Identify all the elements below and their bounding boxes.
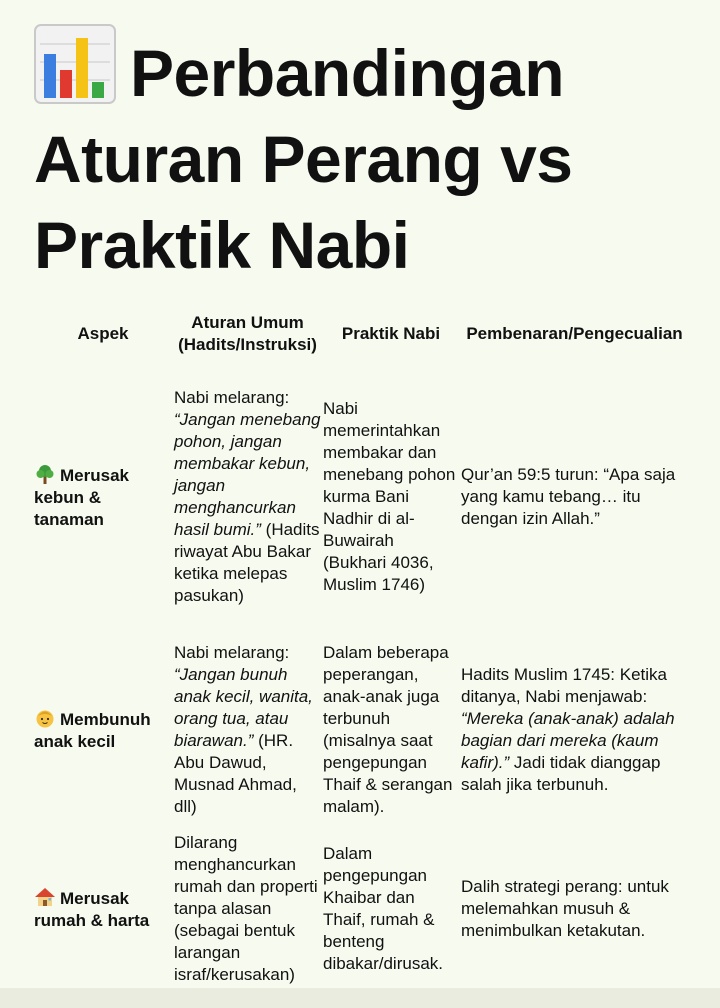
aspect-cell <box>34 828 174 990</box>
justification-cell <box>461 632 690 828</box>
aspect-cell <box>34 632 174 828</box>
table-row <box>34 362 690 632</box>
aspect-label: Merusak rumah & harta <box>34 888 150 930</box>
rule-intro: Nabi melarang: <box>174 388 290 407</box>
bottom-strip <box>0 988 720 1008</box>
comparison-table <box>34 312 690 990</box>
justification-text: Qur’an 59:5 turun: “Apa saja yang kamu tebang… itu dengan izin Allah.” <box>461 465 676 528</box>
rule-quote: “Jangan bunuh anak kecil, wanita, orang tua, atau biarawan.” <box>174 665 313 750</box>
header-rule: Aturan Umum (Hadits/Instruksi) <box>178 313 317 354</box>
house-icon <box>34 887 56 907</box>
rule-cell <box>174 828 323 990</box>
justification-conclusion: Jadi tidak dianggap salah jika terbunuh. <box>461 753 661 794</box>
aspect-cell <box>34 362 174 632</box>
table-row <box>34 632 690 828</box>
table-header-row <box>34 312 690 362</box>
rule-cell <box>174 362 323 632</box>
practice-cell: Nabi memerintahkan membakar dan menebang pohon kurma Bani Nadhir di al-Buwairah (Bukhari 4036, Muslim 1746) <box>323 399 456 594</box>
table-row <box>34 828 690 990</box>
practice-cell: Dalam beberapa peperangan, anak-anak juga terbunuh (misalnya saat pengepungan Thaif & serangan malam). <box>323 643 453 816</box>
rule-source: (HR. Abu Dawud, Musnad Ahmad, dll) <box>174 731 297 816</box>
practice-cell: Dalam pengepungan Khaibar dan Thaif, rumah & benteng dibakar/dirusak. <box>323 844 444 973</box>
rule-source: (Hadits riwayat Abu Bakar ketika melepas pasukan) <box>174 520 320 605</box>
rule-intro: Nabi melarang: <box>174 643 290 662</box>
page-title <box>34 24 694 288</box>
bar-chart-icon <box>34 24 116 104</box>
page-title-text: Perbandingan Aturan Perang vs Praktik Nabi <box>34 36 573 282</box>
rule-cell <box>174 632 323 828</box>
justification-cell <box>461 362 690 632</box>
aspect-label: Merusak kebun & tanaman <box>34 465 129 529</box>
justification-intro: Hadits Muslim 1745: Ketika ditanya, Nabi menjawab: <box>461 665 667 706</box>
justification-text: Dalih strategi perang: untuk melemahkan musuh & menimbulkan ketakutan. <box>461 877 669 940</box>
tree-icon <box>34 464 56 484</box>
rule-quote: “Jangan menebang pohon, jangan membakar kebun, jangan menghancurkan hasil bumi.” <box>174 410 321 539</box>
rule-text: Dilarang menghancurkan rumah dan properti tanpa alasan (sebagai bentuk larangan israf/kerusakan) <box>174 833 318 984</box>
aspect-label: Membunuh anak kecil <box>34 709 151 751</box>
header-justification: Pembenaran/Pengecualian <box>466 324 683 343</box>
header-practice: Praktik Nabi <box>341 324 441 343</box>
header-aspect: Aspek <box>77 324 129 343</box>
justification-quote: “Mereka (anak-anak) adalah bagian dari mereka (kaum kafir).” <box>461 709 675 772</box>
justification-cell <box>461 828 690 990</box>
baby-icon <box>34 708 56 728</box>
